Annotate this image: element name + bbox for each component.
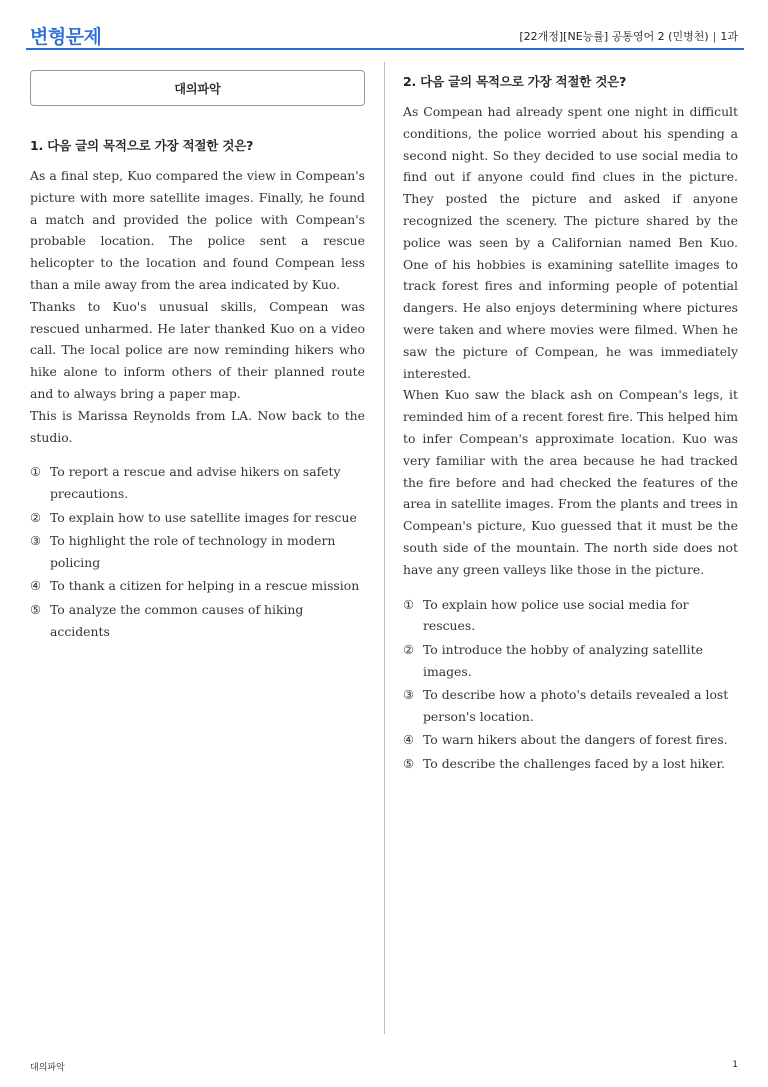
answer-option-2[interactable] [30,507,365,529]
passage-paragraph: As a final step, Kuo compared the view in Compean's picture with more satellite images. Finally, he found a match and provided the police with Compean's probable location. The police sent a rescue helicopter to the location and found Compean less than a mile away from the area indicated by Kuo. [30,168,365,292]
passage-paragraph: Thanks to Kuo's unusual skills, Compean was rescued unharmed. He later thanked Kuo on a video call. The local police are now reminding hikers who hike alone to inform others of their planned route and to always bring a paper map. [30,298,365,401]
option-number: ① [403,596,415,612]
header-source [519,28,738,44]
column-divider [384,62,385,1034]
section-title: 대의파악 [174,81,221,96]
option-text: To thank a citizen for helping in a rescue mission [50,578,360,594]
passage-paragraph: As Compean had already spent one night in difficult conditions, the police worried about his spending a second night. So they decided to use social media to find out if anyone could find clues in the picture. They posted the picture and asked if anyone recognized the scenery. The picture shared by the police was seen by a Californian named Ben Kuo. One of his hobbies is examining satellite images to track forest fires and informing people of potential dangers. He also enjoys determining where pictures were taken and where movies were filmed. When he saw the picture of Compean, he was immediately interested. [403,104,738,381]
answer-option-1[interactable] [403,594,738,638]
option-text: To describe the challenges faced by a lost hiker. [423,755,725,771]
question-2-passage [403,101,738,581]
option-number: ③ [30,533,42,549]
option-number: ② [30,509,42,525]
option-number: ④ [403,732,415,748]
option-text: To introduce the hobby of analyzing satellite images. [423,641,703,679]
answer-option-3[interactable] [403,684,738,728]
section-title-box [30,70,365,106]
answer-option-5[interactable] [30,599,365,643]
footer-section-label: 대의파악 [30,1063,65,1073]
answer-option-3[interactable] [30,530,365,574]
option-number: ⑤ [30,601,42,617]
option-text: To warn hikers about the dangers of forest fires. [423,732,728,748]
option-text: To explain how to use satellite images for rescue [50,509,357,525]
option-number: ① [30,464,42,480]
question-1-options [30,461,365,642]
answer-option-2[interactable] [403,639,738,683]
option-text: To describe how a photo's details revealed a lost person's location. [423,687,729,724]
textbook-source: [22개정][NE능률] 공통영어 2 (민병천) [519,30,709,43]
lesson-label: 1과 [720,30,738,43]
answer-option-1[interactable] [30,461,365,505]
right-column [403,70,738,776]
option-text: To explain how police use social media for rescues. [423,596,689,634]
left-column [30,70,365,644]
question-2-title: 2. 다음 글의 목적으로 가장 적절한 것은? [403,74,627,89]
page-number: 1 [732,1060,738,1070]
question-1-title: 1. 다음 글의 목적으로 가장 적절한 것은? [30,138,254,153]
header-rule [26,48,744,50]
option-number: ② [403,641,415,657]
page-header [0,0,768,50]
option-number: ⑤ [403,755,415,771]
answer-option-4[interactable] [403,729,738,751]
brand-title: 변형문제 [30,26,102,48]
passage-paragraph: This is Marissa Reynolds from LA. Now back to the studio. [30,407,365,445]
passage-paragraph: When Kuo saw the black ash on Compean's legs, it reminded him of a recent forest fire. This helped him to infer Compean's approximate location. Kuo was very familiar with the area because he had tracked the fire before and had checked the features of the area in satellite images. From the plants and trees in Compean's picture, Kuo guessed that it must be the south side of the mountain. The north side does not have any green valleys like those in the picture. [403,387,738,577]
option-text: To report a rescue and advise hikers on safety precautions. [50,464,341,502]
header-separator: | [712,30,717,43]
option-text: To analyze the common causes of hiking accidents [50,601,304,639]
question-1-passage [30,165,365,448]
option-number: ③ [403,687,415,703]
answer-option-4[interactable] [30,575,365,597]
option-number: ④ [30,578,42,594]
question-2-options [403,594,738,775]
answer-option-5[interactable] [403,753,738,775]
option-text: To highlight the role of technology in modern policing [50,533,336,570]
